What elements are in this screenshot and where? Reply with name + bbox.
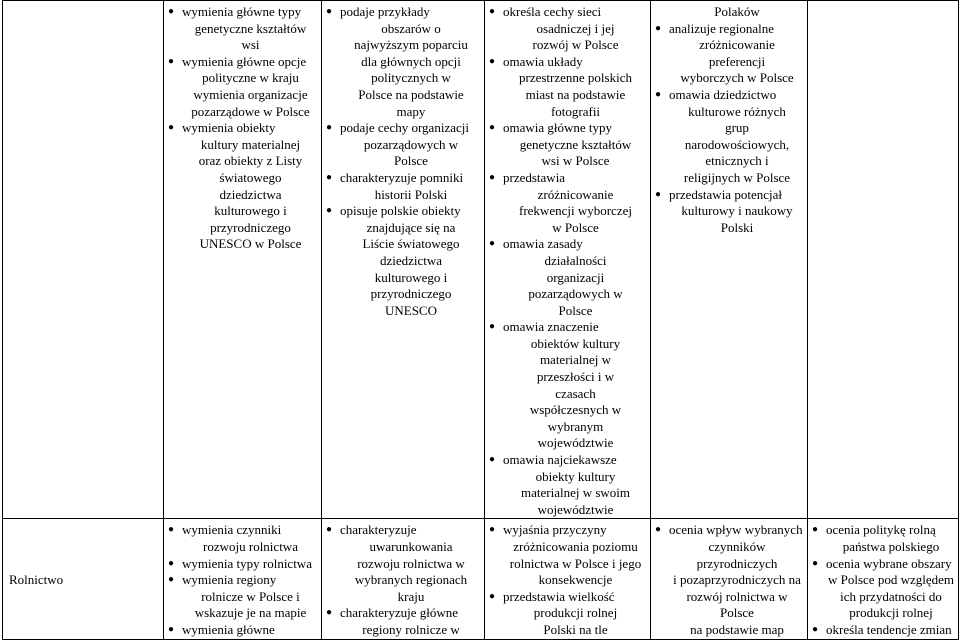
list-item-line: obiekty kultury: [535, 468, 616, 484]
list-item-line: ● opisuje polskie obiekty: [340, 203, 461, 219]
list-item-line: rozwoju rolnictwa: [203, 539, 298, 554]
list-item-line: obiektów kultury: [530, 335, 621, 351]
list-item-line: ● omawia dziedzictwo: [669, 86, 777, 102]
list-item-line: materialnej w swoim: [520, 485, 631, 501]
list-item-line: organizacji: [546, 269, 605, 285]
list-item: [812, 522, 956, 555]
list-item-line: przyrodniczego: [210, 219, 291, 235]
list-item: [326, 522, 482, 605]
bullet-list: [326, 4, 482, 319]
top-cell-4: [651, 1, 808, 519]
list-item-line: dziedzictwa: [379, 252, 443, 268]
bottom-cell-4: [651, 519, 808, 639]
list-item-line: przestrzenne polskich: [519, 70, 632, 86]
list-item-line: współczesnych w: [529, 402, 622, 418]
list-item-line: polityczne w kraju: [202, 70, 299, 86]
bottom-cell-2: [322, 519, 485, 639]
list-item-line: wymienia organizacje: [193, 86, 308, 102]
list-item: [489, 319, 648, 452]
list-item-line: ● wymienia główne opcje: [182, 53, 307, 69]
list-item-line: przyrodniczych: [696, 555, 778, 571]
top-cell-2: [322, 1, 485, 519]
list-item-line: politycznych w: [371, 70, 451, 86]
list-item: [655, 21, 805, 87]
list-item-line: ● omawia znaczenie: [503, 319, 599, 335]
list-item-line: ● podaje cechy organizacji: [340, 120, 469, 136]
list-item-line: ● charakteryzuje pomniki: [340, 169, 464, 185]
list-item-line: etnicznych i: [705, 153, 769, 169]
list-item-line: UNESCO w Polsce: [199, 236, 302, 252]
list-item: [812, 622, 956, 639]
list-item-line: ● określa cechy sieci: [503, 4, 602, 19]
list-item: [489, 452, 648, 518]
list-item-line: genetyczne kształtów: [194, 20, 307, 36]
row-label-rolnictwo: Rolnictwo: [3, 519, 164, 639]
list-item: [326, 605, 482, 638]
list-item-line: przeszłości i w: [536, 369, 615, 385]
empty-label-cell: [3, 1, 164, 519]
list-item: [655, 522, 805, 638]
top-cell-1: [164, 1, 322, 519]
bottom-cell-1: [164, 519, 322, 639]
list-item-line: kraju: [397, 588, 425, 604]
list-item-line: przyrodniczego: [370, 286, 452, 302]
list-item-line: ● wymienia główne typy: [182, 4, 302, 19]
list-item-line: rozwój rolnictwa w: [686, 588, 788, 604]
list-item-line: pozarządowe w Polsce: [191, 103, 310, 119]
bullet-list: [655, 4, 805, 236]
list-item-line: Polski na tle: [543, 621, 608, 637]
list-item-line: ● wymienia obiekty: [182, 120, 276, 136]
list-item: [168, 4, 319, 54]
list-item-line: materialnej w: [539, 352, 612, 368]
bottom-cell-3: [485, 519, 651, 639]
list-item-line: ● wymienia główne: [182, 621, 275, 637]
list-item-line: ● przedstawia potencjał: [669, 186, 782, 202]
list-item-line: mapy: [396, 103, 426, 119]
list-item-line: zróżnicowanie: [537, 186, 614, 202]
list-item-line: osadniczej i jej: [536, 20, 615, 36]
list-item-line: grup: [725, 120, 749, 136]
list-item-line: województwie: [537, 435, 614, 451]
list-item-line: Polsce: [394, 153, 428, 169]
list-item-line: na podstawie map: [690, 621, 784, 637]
list-item-line: dla głównych opcji: [361, 53, 461, 69]
list-item: [326, 203, 482, 319]
list-item-line: światowego: [219, 169, 282, 185]
list-item: [812, 556, 956, 622]
list-item: [655, 187, 805, 237]
list-item-line: regiony rolnicze w: [362, 621, 460, 637]
list-item: [168, 522, 319, 555]
list-item: [326, 4, 482, 120]
bullet-list: [168, 522, 319, 638]
list-item-line: wybranym: [547, 418, 604, 434]
list-item-line: najwyższym poparciu: [354, 37, 468, 53]
list-item: [168, 556, 319, 573]
list-item-line: ● omawia układy: [503, 53, 583, 69]
list-item-line: ● wyjaśnia przyczyny: [503, 522, 607, 538]
list-item: [489, 236, 648, 319]
list-item-line: kulturowy i naukowy: [681, 203, 793, 219]
list-item-line: czasach: [555, 385, 596, 401]
list-item-line: Polsce: [720, 605, 754, 621]
list-item-line: rozwoju rolnictwa w: [357, 555, 465, 571]
list-item-line: fotografii: [550, 103, 601, 119]
list-item-line: ● omawia główne typy: [503, 120, 613, 136]
list-item-line: znajdujące się na: [366, 219, 456, 235]
list-item-line: historii Polski: [374, 186, 448, 202]
list-item-line: ● ocenia wpływ wybranych: [669, 522, 803, 538]
list-item: [168, 572, 319, 622]
list-item-line: ● określa tendencje zmian: [826, 621, 952, 637]
list-item-line: genetyczne kształtów: [519, 136, 632, 152]
table-row: [3, 1, 959, 519]
list-item-line: pozarządowych w: [363, 136, 459, 152]
list-item-line: ● wymienia czynniki: [182, 522, 282, 538]
list-item-line: Polski: [720, 219, 754, 235]
bullet-list: [812, 522, 956, 638]
bullet-list: [489, 4, 648, 518]
list-item-line: działalności: [544, 252, 607, 268]
list-item-line: i pozaprzyrodniczych na: [673, 572, 801, 588]
list-item-line: religijnych w Polsce: [683, 169, 791, 185]
list-item-line: miast na podstawie: [525, 86, 626, 102]
list-item-line: UNESCO: [384, 302, 437, 318]
list-item-line: w Polsce pod względem: [827, 572, 954, 588]
list-item-line: wsi w Polsce: [541, 153, 610, 169]
list-item: [489, 4, 648, 54]
list-item-line: preferencji: [708, 53, 766, 69]
list-item: [326, 170, 482, 203]
table-row: [3, 519, 959, 639]
list-item-line: wsi: [241, 37, 260, 53]
bullet-list: [168, 4, 319, 253]
list-item-line: Polsce na podstawie: [358, 86, 464, 102]
list-item-line: Polsce: [558, 302, 593, 318]
list-item-line: województwie: [537, 501, 614, 517]
list-item-line: ● ocenia wybrane obszary: [826, 555, 952, 571]
list-item-line: wskazuje je na mapie: [194, 605, 307, 621]
list-item-line: rolnictwa w Polsce i jego: [509, 555, 642, 571]
list-item-line: konsekwencje: [538, 572, 613, 588]
bullet-list: [655, 522, 805, 638]
list-item-line: kulturowego i: [374, 269, 448, 285]
list-item-line: Liście światowego: [362, 236, 460, 252]
list-item-line: w Polsce: [552, 219, 599, 235]
list-item-line: rozwój w Polsce: [532, 37, 619, 53]
list-item-line: ● przedstawia: [503, 169, 566, 185]
list-item-line: zróżnicowanie: [699, 37, 775, 53]
top-cell-3: [485, 1, 651, 519]
list-item: [489, 54, 648, 120]
list-item: [489, 170, 648, 236]
list-item: [655, 87, 805, 187]
list-item-line: ● charakteryzuje główne: [340, 605, 459, 621]
list-item-line: Polaków: [714, 4, 760, 19]
list-item-line: ● analizuje regionalne: [669, 20, 775, 36]
list-item: [326, 120, 482, 170]
list-item-line: kultury materialnej: [200, 136, 301, 152]
list-item-line: oraz obiekty z Listy: [198, 153, 303, 169]
bullet-list: [489, 522, 648, 638]
list-item-line: wybranych regionach: [354, 572, 468, 588]
list-item-line: czynników: [708, 539, 766, 554]
list-item-line: obszarów o: [381, 20, 441, 36]
list-item: [489, 522, 648, 588]
list-item-line: ● omawia najciekawsze: [503, 452, 617, 468]
list-item-line: ● podaje przykłady: [340, 4, 430, 19]
list-item-line: ● omawia zasady: [503, 236, 583, 252]
list-item-line: ich przydatności do: [840, 588, 942, 604]
list-item-line: narodowościowych,: [684, 136, 790, 152]
bottom-cell-5: [808, 519, 959, 639]
list-item: [489, 589, 648, 639]
list-item-line: zróżnicowania poziomu: [513, 539, 638, 554]
list-item: [168, 120, 319, 253]
list-item-line: uwarunkowania: [369, 539, 453, 554]
list-item-line: wyborczych w Polsce: [680, 70, 794, 86]
list-item-line: ● charakteryzuje: [340, 522, 417, 538]
curriculum-table: [2, 0, 959, 640]
top-cell-5: [808, 1, 959, 519]
list-item-line: rolnicze w Polsce i: [201, 588, 300, 604]
list-item-line: produkcji rolnej: [533, 605, 618, 621]
bullet-list: [326, 522, 482, 638]
list-item-line: kulturowego i: [214, 203, 287, 219]
list-item-line: pozarządowych w: [528, 286, 623, 302]
list-item-line: frekwencji wyborczej: [519, 203, 632, 219]
list-item-line: państwa polskiego: [842, 539, 940, 554]
list-item-line: dziedzictwa: [219, 186, 282, 202]
list-item-line: produkcji rolnej: [849, 605, 933, 621]
list-item: [489, 120, 648, 170]
list-item: [168, 87, 319, 120]
list-item-line: ● przedstawia wielkość: [503, 588, 615, 604]
list-item-line: ● wymienia typy rolnictwa: [182, 555, 312, 571]
list-item-line: kulturowe różnych: [688, 103, 786, 119]
list-item-line: ● wymienia regiony: [182, 572, 277, 588]
list-item: [655, 4, 805, 21]
list-item-line: ● ocenia politykę rolną: [826, 522, 936, 538]
list-item: [168, 622, 319, 639]
list-item: [168, 54, 319, 87]
